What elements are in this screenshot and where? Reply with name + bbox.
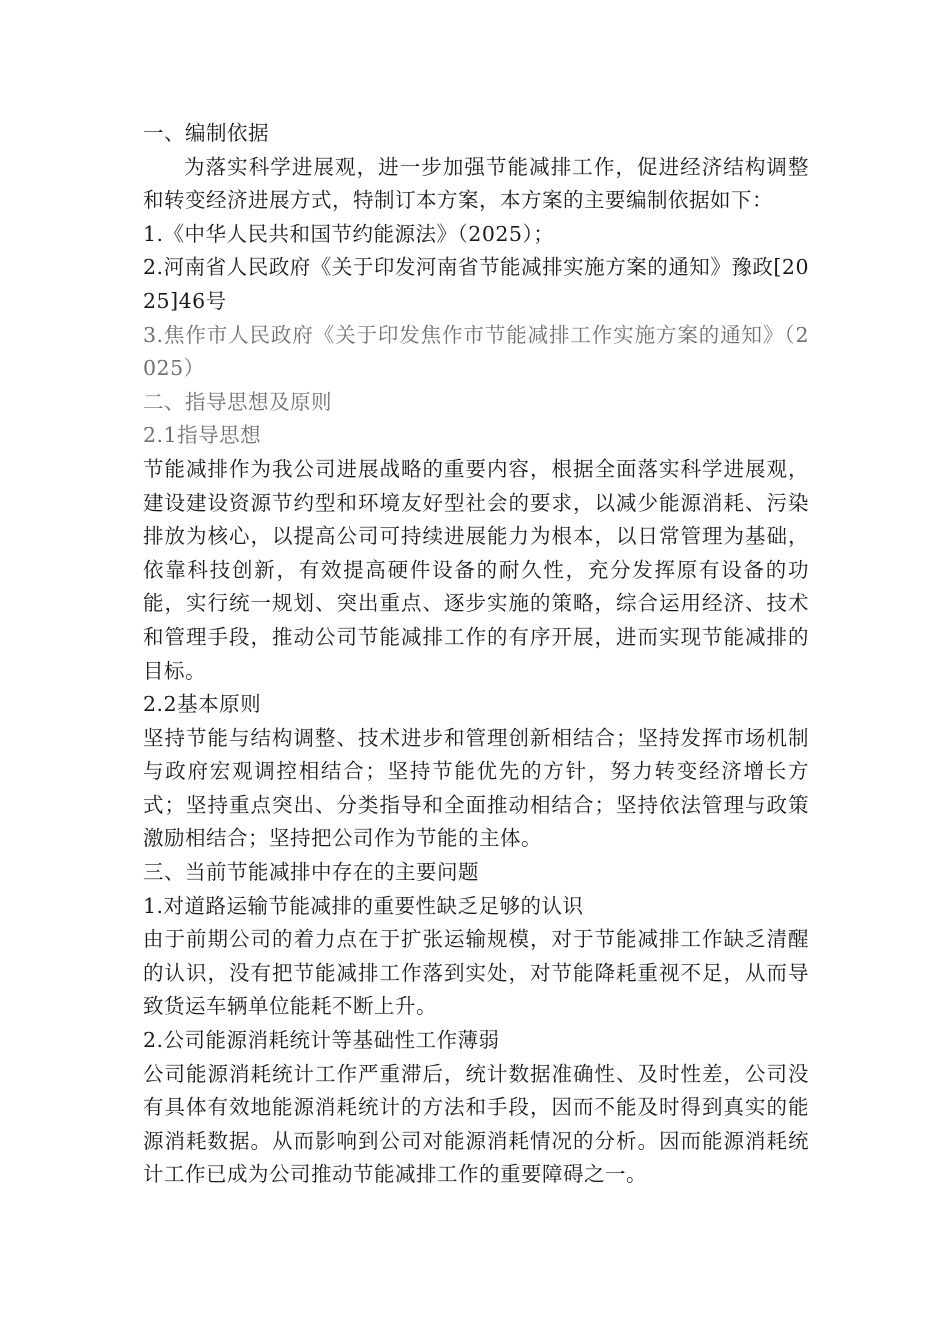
section2-1-text: 节能减排作为我公司进展战略的重要内容，根据全面落实科学进展观，建设建设资源节约型和环境友好型社会的要求，以减少能源消耗、污染排放为核心，以提高公司可持续进展能力为根本，以日常管理为基础，依靠科技创新，有效提高硬件设备的耐久性，充分发挥原有设备的功能，实行统一规划、突出重点、逐步实施的策略，综合运用经济、技术和管理手段，推动公司节能减排工作的有序开展，进而实现节能减排的目标。 [143, 456, 809, 683]
problem2-text: 公司能源消耗统计工作严重滞后，统计数据准确性、及时性差，公司没有具体有效地能源消耗统计的方法和手段，因而不能及时得到真实的能源消耗数据。从而影响到公司对能源消耗情况的分析。因而能源消耗统计工作已成为公司推动节能减排工作的重要障碍之一。 [143, 1061, 809, 1187]
section3-heading: 三、当前节能减排中存在的主要问题 [143, 860, 479, 885]
basis-item-1: 1.《中华人民共和国节约能源法》（2025）； [143, 221, 555, 246]
problem2-heading: 2.公司能源消耗统计等基础性工作薄弱 [143, 1028, 500, 1053]
section2-2-text: 坚持节能与结构调整、技术进步和管理创新相结合；坚持发挥市场机制与政府宏观调控相结合；坚持节能优先的方针，努力转变经济增长方式；坚持重点突出、分类指导和全面推动相结合；坚持依法管理与政策激励相结合；坚持把公司作为节能的主体。 [143, 725, 809, 851]
basis-item-3: 3.焦作市人民政府《关于印发焦作市节能减排工作实施方案的通知》（2025） [143, 322, 809, 381]
document-body [143, 117, 809, 1192]
problem1-text: 由于前期公司的着力点在于扩张运输规模，对于节能减排工作缺乏清醒的认识，没有把节能减排工作落到实处，对节能降耗重视不足，从而导致货运车辆单位能耗不断上升。 [143, 927, 809, 1019]
basis-item-2: 2.河南省人民政府《关于印发河南省节能减排实施方案的通知》豫政[2025]46号 [143, 255, 809, 313]
section2-heading: 二、指导思想及原则 [143, 389, 332, 414]
section2-2-heading: 2.2基本原则 [143, 692, 262, 717]
section1-heading: 一、编制依据 [143, 121, 269, 145]
problem1-heading: 1.对道路运输节能减排的重要性缺乏足够的认识 [143, 893, 584, 918]
section1-intro: 为落实科学进展观，进一步加强节能减排工作，促进经济结构调整和转变经济进展方式，特制订本方案，本方案的主要编制依据如下： [143, 154, 809, 213]
section2-1-heading: 2.1指导思想 [143, 423, 262, 448]
